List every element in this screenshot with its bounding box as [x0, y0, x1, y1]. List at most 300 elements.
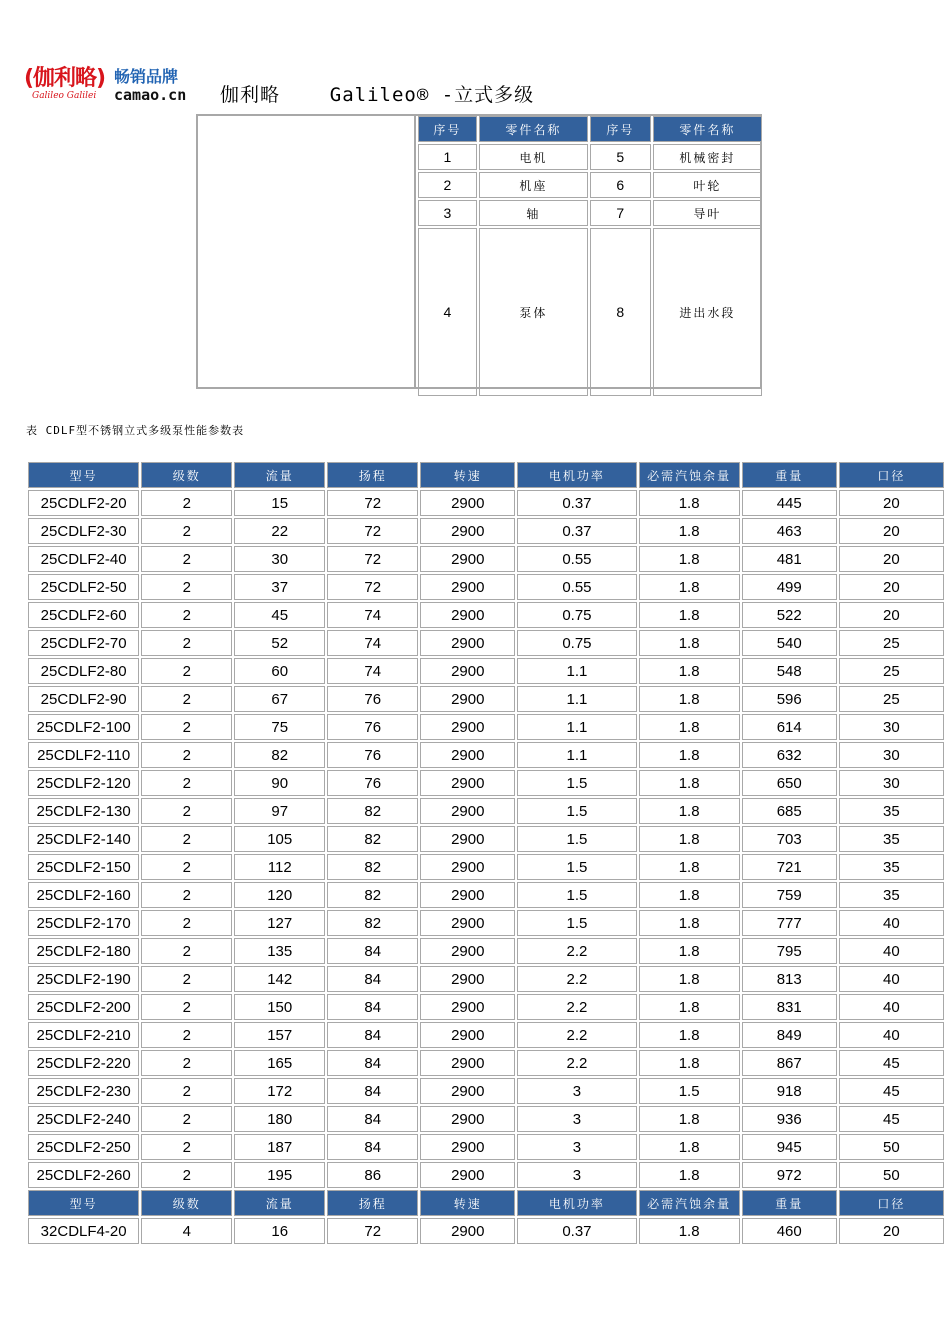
parts-cell: 机座 — [479, 172, 588, 198]
value-cell: 187 — [234, 1134, 325, 1160]
parts-header-cell: 序号 — [590, 116, 651, 142]
parts-row — [418, 144, 762, 170]
parts-cell: 导叶 — [653, 200, 762, 226]
table-row — [28, 490, 944, 516]
header-cell: 口径 — [839, 1190, 944, 1216]
parts-cell: 电机 — [479, 144, 588, 170]
table-row — [28, 518, 944, 544]
parts-header-cell: 序号 — [418, 116, 477, 142]
value-cell: 1.8 — [639, 882, 740, 908]
table-row — [28, 938, 944, 964]
value-cell: 30 — [839, 770, 944, 796]
table-row — [28, 770, 944, 796]
parts-cell: 4 — [418, 228, 477, 396]
value-cell: 86 — [327, 1162, 418, 1188]
value-cell: 82 — [327, 910, 418, 936]
value-cell: 522 — [742, 602, 837, 628]
value-cell: 2900 — [420, 630, 515, 656]
value-cell: 20 — [839, 1218, 944, 1244]
value-cell: 2 — [141, 1106, 232, 1132]
value-cell: 67 — [234, 686, 325, 712]
value-cell: 759 — [742, 882, 837, 908]
model-cell: 25CDLF2-110 — [28, 742, 139, 768]
value-cell: 2 — [141, 1078, 232, 1104]
value-cell: 2900 — [420, 798, 515, 824]
table-row — [28, 602, 944, 628]
value-cell: 3 — [517, 1134, 636, 1160]
value-cell: 632 — [742, 742, 837, 768]
value-cell: 849 — [742, 1022, 837, 1048]
value-cell: 75 — [234, 714, 325, 740]
value-cell: 2 — [141, 518, 232, 544]
value-cell: 445 — [742, 490, 837, 516]
header-cell: 级数 — [141, 1190, 232, 1216]
table-row — [28, 826, 944, 852]
value-cell: 1.5 — [639, 1078, 740, 1104]
header-cell: 型号 — [28, 1190, 139, 1216]
brand-logo — [24, 66, 190, 106]
value-cell: 40 — [839, 966, 944, 992]
value-cell: 2900 — [420, 1022, 515, 1048]
performance-table-header — [28, 1190, 944, 1216]
parts-row — [418, 228, 762, 396]
value-cell: 30 — [839, 714, 944, 740]
value-cell: 2 — [141, 546, 232, 572]
value-cell: 76 — [327, 742, 418, 768]
header-cell: 电机功率 — [517, 462, 636, 488]
table-row — [28, 630, 944, 656]
value-cell: 1.8 — [639, 490, 740, 516]
value-cell: 0.55 — [517, 574, 636, 600]
value-cell: 2 — [141, 994, 232, 1020]
value-cell: 1.8 — [639, 1050, 740, 1076]
value-cell: 2900 — [420, 518, 515, 544]
value-cell: 1.8 — [639, 826, 740, 852]
performance-table — [26, 460, 946, 1246]
value-cell: 1.5 — [517, 770, 636, 796]
value-cell: 74 — [327, 658, 418, 684]
model-cell: 25CDLF2-180 — [28, 938, 139, 964]
value-cell: 150 — [234, 994, 325, 1020]
value-cell: 72 — [327, 490, 418, 516]
value-cell: 1.8 — [639, 546, 740, 572]
model-cell: 25CDLF2-230 — [28, 1078, 139, 1104]
value-cell: 2 — [141, 686, 232, 712]
value-cell: 82 — [327, 854, 418, 880]
model-cell: 25CDLF2-30 — [28, 518, 139, 544]
value-cell: 50 — [839, 1162, 944, 1188]
value-cell: 2900 — [420, 854, 515, 880]
value-cell: 1.8 — [639, 1218, 740, 1244]
value-cell: 499 — [742, 574, 837, 600]
value-cell: 1.8 — [639, 686, 740, 712]
value-cell: 20 — [839, 518, 944, 544]
value-cell: 127 — [234, 910, 325, 936]
value-cell: 22 — [234, 518, 325, 544]
table-row — [28, 798, 944, 824]
value-cell: 1.8 — [639, 1134, 740, 1160]
value-cell: 16 — [234, 1218, 325, 1244]
value-cell: 37 — [234, 574, 325, 600]
parts-cell: 泵体 — [479, 228, 588, 396]
value-cell: 2 — [141, 574, 232, 600]
value-cell: 84 — [327, 966, 418, 992]
parts-cell: 5 — [590, 144, 651, 170]
model-cell: 25CDLF2-250 — [28, 1134, 139, 1160]
parts-cell: 7 — [590, 200, 651, 226]
header-cell: 口径 — [839, 462, 944, 488]
value-cell: 2 — [141, 966, 232, 992]
value-cell: 84 — [327, 994, 418, 1020]
table-row — [28, 1050, 944, 1076]
table-row — [28, 882, 944, 908]
table-row — [28, 1106, 944, 1132]
value-cell: 2900 — [420, 658, 515, 684]
value-cell: 1.5 — [517, 798, 636, 824]
parts-cell: 8 — [590, 228, 651, 396]
value-cell: 2900 — [420, 742, 515, 768]
value-cell: 172 — [234, 1078, 325, 1104]
value-cell: 84 — [327, 1050, 418, 1076]
logo-main-text: (伽利略) — [24, 66, 106, 91]
value-cell: 2900 — [420, 602, 515, 628]
header-cell: 转速 — [420, 462, 515, 488]
value-cell: 2.2 — [517, 1050, 636, 1076]
value-cell: 0.55 — [517, 546, 636, 572]
value-cell: 2 — [141, 854, 232, 880]
table-row — [28, 742, 944, 768]
value-cell: 945 — [742, 1134, 837, 1160]
value-cell: 60 — [234, 658, 325, 684]
value-cell: 45 — [839, 1078, 944, 1104]
value-cell: 1.8 — [639, 966, 740, 992]
value-cell: 90 — [234, 770, 325, 796]
value-cell: 0.37 — [517, 1218, 636, 1244]
value-cell: 20 — [839, 490, 944, 516]
value-cell: 831 — [742, 994, 837, 1020]
parts-cell: 轴 — [479, 200, 588, 226]
header-cell: 型号 — [28, 462, 139, 488]
model-cell: 25CDLF2-210 — [28, 1022, 139, 1048]
value-cell: 180 — [234, 1106, 325, 1132]
value-cell: 1.8 — [639, 770, 740, 796]
value-cell: 1.5 — [517, 826, 636, 852]
value-cell: 15 — [234, 490, 325, 516]
value-cell: 2900 — [420, 938, 515, 964]
value-cell: 25 — [839, 630, 944, 656]
page-title: 伽利略 Galileo® -立式多级 — [220, 84, 535, 106]
value-cell: 52 — [234, 630, 325, 656]
value-cell: 25 — [839, 686, 944, 712]
value-cell: 2900 — [420, 1134, 515, 1160]
value-cell: 76 — [327, 770, 418, 796]
value-cell: 540 — [742, 630, 837, 656]
table-row — [28, 686, 944, 712]
value-cell: 2900 — [420, 1078, 515, 1104]
performance-table-header — [28, 462, 944, 488]
model-cell: 25CDLF2-50 — [28, 574, 139, 600]
value-cell: 1.8 — [639, 854, 740, 880]
value-cell: 2 — [141, 910, 232, 936]
value-cell: 3 — [517, 1078, 636, 1104]
parts-cell: 6 — [590, 172, 651, 198]
value-cell: 45 — [839, 1106, 944, 1132]
value-cell: 135 — [234, 938, 325, 964]
model-cell: 25CDLF2-100 — [28, 714, 139, 740]
value-cell: 1.8 — [639, 714, 740, 740]
model-cell: 25CDLF2-150 — [28, 854, 139, 880]
model-cell: 25CDLF2-60 — [28, 602, 139, 628]
model-cell: 25CDLF2-20 — [28, 490, 139, 516]
value-cell: 1.8 — [639, 798, 740, 824]
value-cell: 157 — [234, 1022, 325, 1048]
value-cell: 72 — [327, 1218, 418, 1244]
value-cell: 596 — [742, 686, 837, 712]
value-cell: 142 — [234, 966, 325, 992]
value-cell: 0.75 — [517, 630, 636, 656]
header-cell: 流量 — [234, 462, 325, 488]
header-cell: 转速 — [420, 1190, 515, 1216]
model-cell: 25CDLF2-190 — [28, 966, 139, 992]
value-cell: 2900 — [420, 994, 515, 1020]
value-cell: 2900 — [420, 1218, 515, 1244]
value-cell: 2 — [141, 826, 232, 852]
value-cell: 84 — [327, 938, 418, 964]
value-cell: 1.8 — [639, 630, 740, 656]
value-cell: 2900 — [420, 574, 515, 600]
value-cell: 2900 — [420, 686, 515, 712]
value-cell: 1.8 — [639, 574, 740, 600]
value-cell: 2.2 — [517, 994, 636, 1020]
value-cell: 1.1 — [517, 686, 636, 712]
value-cell: 685 — [742, 798, 837, 824]
table-row — [28, 658, 944, 684]
parts-table — [416, 114, 764, 398]
value-cell: 1.8 — [639, 658, 740, 684]
value-cell: 918 — [742, 1078, 837, 1104]
parts-cell: 1 — [418, 144, 477, 170]
table-caption: 表 CDLF型不锈钢立式多级泵性能参数表 — [26, 424, 245, 437]
value-cell: 481 — [742, 546, 837, 572]
model-cell: 25CDLF2-170 — [28, 910, 139, 936]
value-cell: 2 — [141, 658, 232, 684]
value-cell: 25 — [839, 658, 944, 684]
parts-cell: 2 — [418, 172, 477, 198]
model-cell: 25CDLF2-70 — [28, 630, 139, 656]
value-cell: 1.8 — [639, 1162, 740, 1188]
model-cell: 25CDLF2-90 — [28, 686, 139, 712]
value-cell: 72 — [327, 518, 418, 544]
parts-row — [418, 200, 762, 226]
value-cell: 76 — [327, 686, 418, 712]
value-cell: 40 — [839, 1022, 944, 1048]
header-cell: 重量 — [742, 1190, 837, 1216]
parts-header-cell: 零件名称 — [653, 116, 762, 142]
value-cell: 2 — [141, 770, 232, 796]
value-cell: 703 — [742, 826, 837, 852]
header-cell: 扬程 — [327, 462, 418, 488]
value-cell: 2900 — [420, 770, 515, 796]
value-cell: 76 — [327, 714, 418, 740]
value-cell: 45 — [839, 1050, 944, 1076]
value-cell: 112 — [234, 854, 325, 880]
value-cell: 1.5 — [517, 882, 636, 908]
value-cell: 1.1 — [517, 714, 636, 740]
value-cell: 195 — [234, 1162, 325, 1188]
value-cell: 936 — [742, 1106, 837, 1132]
model-cell: 25CDLF2-80 — [28, 658, 139, 684]
value-cell: 460 — [742, 1218, 837, 1244]
table-row — [28, 1162, 944, 1188]
value-cell: 40 — [839, 994, 944, 1020]
model-cell: 32CDLF4-20 — [28, 1218, 139, 1244]
value-cell: 1.8 — [639, 1022, 740, 1048]
header-cell: 扬程 — [327, 1190, 418, 1216]
value-cell: 20 — [839, 574, 944, 600]
value-cell: 2 — [141, 1022, 232, 1048]
model-cell: 25CDLF2-200 — [28, 994, 139, 1020]
value-cell: 20 — [839, 546, 944, 572]
value-cell: 35 — [839, 882, 944, 908]
parts-row — [418, 172, 762, 198]
value-cell: 35 — [839, 854, 944, 880]
value-cell: 2 — [141, 630, 232, 656]
value-cell: 721 — [742, 854, 837, 880]
table-row — [28, 910, 944, 936]
value-cell: 2 — [141, 1162, 232, 1188]
value-cell: 1.1 — [517, 742, 636, 768]
value-cell: 84 — [327, 1078, 418, 1104]
parts-cell: 进出水段 — [653, 228, 762, 396]
value-cell: 1.8 — [639, 1106, 740, 1132]
value-cell: 2900 — [420, 546, 515, 572]
model-cell: 25CDLF2-130 — [28, 798, 139, 824]
value-cell: 2900 — [420, 490, 515, 516]
value-cell: 82 — [327, 798, 418, 824]
value-cell: 1.5 — [517, 910, 636, 936]
value-cell: 2900 — [420, 1050, 515, 1076]
value-cell: 463 — [742, 518, 837, 544]
value-cell: 2900 — [420, 910, 515, 936]
value-cell: 40 — [839, 938, 944, 964]
parts-header-cell: 零件名称 — [479, 116, 588, 142]
value-cell: 2900 — [420, 1162, 515, 1188]
value-cell: 72 — [327, 574, 418, 600]
value-cell: 2 — [141, 1134, 232, 1160]
value-cell: 0.75 — [517, 602, 636, 628]
value-cell: 1.8 — [639, 742, 740, 768]
parts-cell: 3 — [418, 200, 477, 226]
table-row — [28, 1218, 944, 1244]
header-cell: 电机功率 — [517, 1190, 636, 1216]
value-cell: 0.37 — [517, 518, 636, 544]
value-cell: 972 — [742, 1162, 837, 1188]
value-cell: 813 — [742, 966, 837, 992]
value-cell: 50 — [839, 1134, 944, 1160]
header-cell: 流量 — [234, 1190, 325, 1216]
value-cell: 72 — [327, 546, 418, 572]
value-cell: 650 — [742, 770, 837, 796]
value-cell: 2 — [141, 490, 232, 516]
model-cell: 25CDLF2-260 — [28, 1162, 139, 1188]
logo-domain-text: camao.cn — [114, 86, 187, 104]
value-cell: 105 — [234, 826, 325, 852]
value-cell: 30 — [839, 742, 944, 768]
value-cell: 82 — [234, 742, 325, 768]
value-cell: 20 — [839, 602, 944, 628]
value-cell: 4 — [141, 1218, 232, 1244]
value-cell: 2.2 — [517, 966, 636, 992]
value-cell: 2 — [141, 602, 232, 628]
value-cell: 2 — [141, 798, 232, 824]
value-cell: 84 — [327, 1134, 418, 1160]
parts-cell: 机械密封 — [653, 144, 762, 170]
value-cell: 1.8 — [639, 518, 740, 544]
value-cell: 1.1 — [517, 658, 636, 684]
value-cell: 30 — [234, 546, 325, 572]
value-cell: 74 — [327, 602, 418, 628]
value-cell: 2900 — [420, 966, 515, 992]
value-cell: 2900 — [420, 826, 515, 852]
value-cell: 35 — [839, 826, 944, 852]
model-cell: 25CDLF2-120 — [28, 770, 139, 796]
value-cell: 795 — [742, 938, 837, 964]
value-cell: 2.2 — [517, 938, 636, 964]
header-cell: 必需汽蚀余量 — [639, 462, 740, 488]
value-cell: 2 — [141, 938, 232, 964]
value-cell: 3 — [517, 1162, 636, 1188]
value-cell: 1.8 — [639, 602, 740, 628]
value-cell: 3 — [517, 1106, 636, 1132]
value-cell: 0.37 — [517, 490, 636, 516]
table-row — [28, 1022, 944, 1048]
model-cell: 25CDLF2-160 — [28, 882, 139, 908]
table-row — [28, 854, 944, 880]
value-cell: 40 — [839, 910, 944, 936]
value-cell: 1.5 — [517, 854, 636, 880]
value-cell: 82 — [327, 826, 418, 852]
model-cell: 25CDLF2-220 — [28, 1050, 139, 1076]
parts-cell: 叶轮 — [653, 172, 762, 198]
value-cell: 97 — [234, 798, 325, 824]
value-cell: 35 — [839, 798, 944, 824]
value-cell: 1.8 — [639, 910, 740, 936]
table-row — [28, 966, 944, 992]
value-cell: 165 — [234, 1050, 325, 1076]
logo-brand-text: 畅销品牌 — [114, 67, 179, 86]
value-cell: 1.8 — [639, 994, 740, 1020]
value-cell: 548 — [742, 658, 837, 684]
table-row — [28, 1078, 944, 1104]
pump-diagram-placeholder — [198, 116, 416, 387]
table-row — [28, 546, 944, 572]
table-row — [28, 574, 944, 600]
table-row — [28, 1134, 944, 1160]
parts-table-header — [418, 116, 762, 142]
model-cell: 25CDLF2-140 — [28, 826, 139, 852]
header-cell: 重量 — [742, 462, 837, 488]
value-cell: 84 — [327, 1022, 418, 1048]
value-cell: 2.2 — [517, 1022, 636, 1048]
value-cell: 45 — [234, 602, 325, 628]
header-cell: 级数 — [141, 462, 232, 488]
logo-script-text: Galileo Galilei — [32, 91, 97, 101]
model-cell: 25CDLF2-40 — [28, 546, 139, 572]
value-cell: 2900 — [420, 714, 515, 740]
header-cell: 必需汽蚀余量 — [639, 1190, 740, 1216]
value-cell: 2 — [141, 714, 232, 740]
value-cell: 74 — [327, 630, 418, 656]
